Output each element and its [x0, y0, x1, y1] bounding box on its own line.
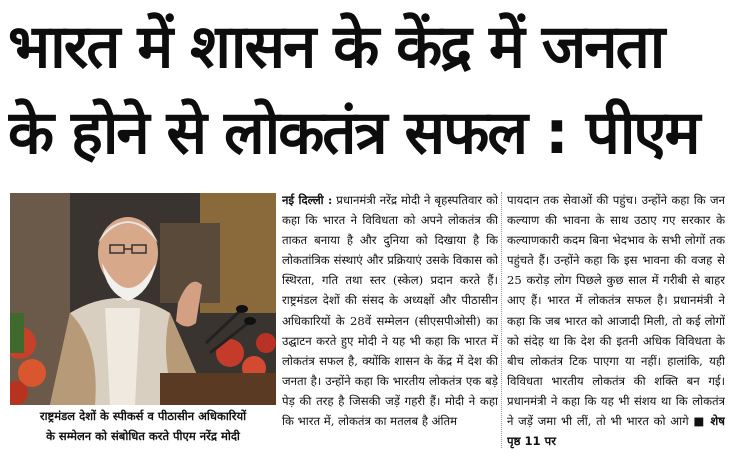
photo-caption: [10, 406, 276, 446]
news-photo: [10, 193, 276, 405]
headline-line-2: के होने से लोकतंत्र सफल : पीएम: [8, 98, 699, 168]
article-column-1: [282, 190, 498, 452]
article-text-1: प्रधानमंत्री नरेंद्र मोदी ने बृहस्पतिवार को कहा कि भारत ने विविधता को अपने लोकतंत्र की ताकत बनाया है और दुनिया को दिखाया है कि लोकतांत्रिक संस्थाएं और प्रक्रियाएं उसके विकास को स्थिरता, गति तथा स्तर (स्केल) प्रदान करते हैं। राष्ट्रमंडल देशों की संसद के अध्यक्षों और पीठासीन अधिकारियों के 28वें सम्मेलन (सीएसपीओसी) का उद्घाटन करते हुए मोदी ने यह भी कहा कि भारत में लोकतंत्र सफल है, क्योंकि शासन के केंद्र में देश की जनता है। उन्होंने कहा कि भारतीय लोकतंत्र एक बड़े पेड़ की तरह है जिसकी जड़ें गहरी हैं। मोदी ने कहा कि भारत में, लोकतंत्र का मतलब है अंतिम: [282, 193, 498, 429]
caption-line-1: राष्ट्रमंडल देशों के स्पीकर्स व पीठासीन अधिकारियों: [39, 409, 247, 423]
column-divider: [501, 192, 503, 448]
article-column-2: [507, 190, 725, 452]
dateline: नई दिल्ली :: [282, 193, 333, 207]
caption-line-2: के सम्मेलन को संबोधित करते पीएम नरेंद्र मोदी: [46, 429, 240, 443]
headline: [8, 4, 726, 176]
article-text-2: पायदान तक सेवाओं की पहुंच। उन्होंने कहा कि जन कल्याण की भावना के साथ उठाए गए सरकार के कल्याणकारी कदम बिना भेदभाव के सभी लोगों तक पहुंचते हैं। उन्होंने कहा कि इस भावना की वजह से 25 करोड़ लोग पिछले कुछ साल में गरीबी से बाहर आए हैं। भारत में लोकतंत्र सफल है। प्रधानमंत्री ने कहा कि जब भारत को आजादी मिली, तो कई लोगों को संदेह था कि देश की इतनी अधिक विविधता के बीच लोकतंत्र टिक पाएगा या नहीं। हालांकि, यही विविधता भारतीय लोकतंत्र की शक्ति बन गई। प्रधानमंत्री ने कहा कि यह भी संशय था कि लोकतंत्र ने जड़ें जमा भी लीं, तो भी भारत को आगे: [507, 193, 725, 429]
headline-line-1: भारत में शासन के केंद्र में जनता: [8, 12, 664, 82]
continued-label: ■ शेष पृष्ठ 11 पर: [507, 414, 725, 449]
